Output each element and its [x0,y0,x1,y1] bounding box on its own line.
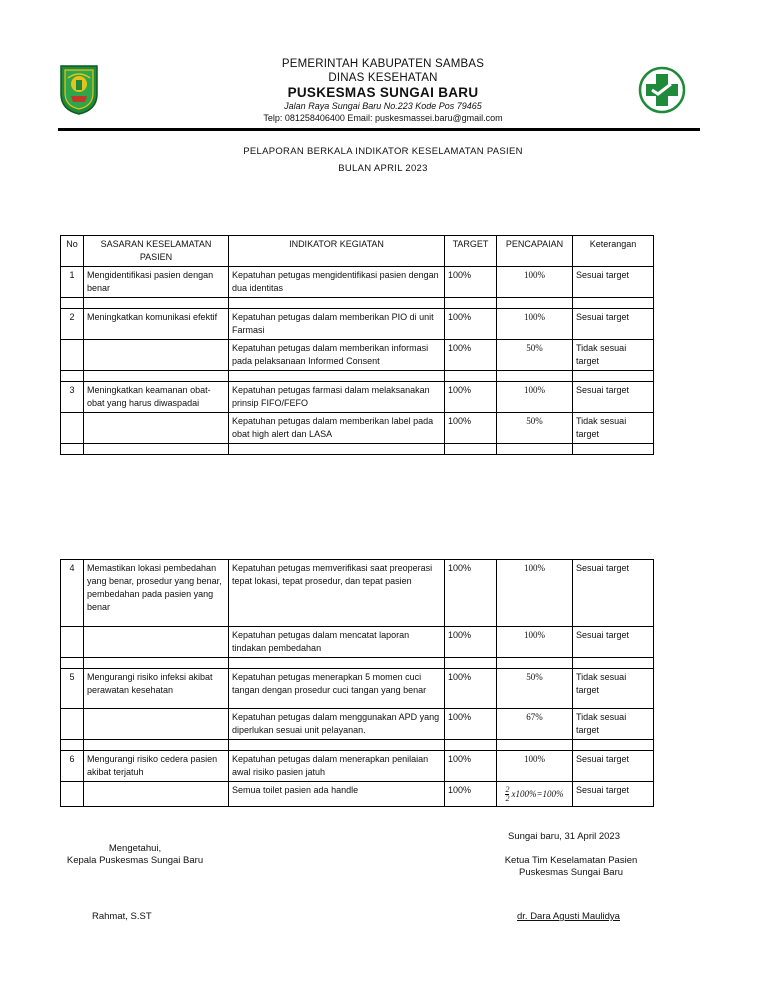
row-no: 4 [61,560,84,627]
col-keterangan: Keterangan [573,236,654,267]
row-keterangan: Sesuai target [573,309,654,340]
fraction-formula [505,786,563,803]
row-sasaran: Mengurangi risiko infeksi akibat perawatan kesehatan [84,669,229,709]
row-no: 6 [61,751,84,782]
spacer-row [61,298,654,309]
row-target: 100% [445,267,497,298]
row-pencapaian: 100% [497,560,573,627]
row-pencapaian-formula [497,782,573,807]
row-sasaran: Memastikan lokasi pembedahan yang benar, prosedur yang benar, pembedahan pada pasien yang benar [84,560,229,627]
row-no: 3 [61,382,84,413]
table-row [61,669,654,709]
row-target: 100% [445,413,497,444]
row-keterangan: Tidak sesuai target [573,669,654,709]
report-title: PELAPORAN BERKALA INDIKATOR KESELAMATAN PASIEN [243,146,523,157]
row-pencapaian: 100% [497,267,573,298]
signature-right-line-1: Ketua Tim Keselamatan Pasien [504,855,638,866]
table-header-row [61,236,654,267]
table-row [61,751,654,782]
spacer-row [61,658,654,669]
row-target: 100% [445,560,497,627]
row-target: 100% [445,340,497,371]
header-name: PUSKESMAS SUNGAI BARU [287,85,479,100]
fraction-numerator: 2 [505,785,510,794]
fraction-rest: x100%=100% [511,789,564,799]
table-row [61,709,654,740]
table-row [61,267,654,298]
header-line-2: DINAS KESEHATAN [328,72,438,84]
signature-left-name: Rahmat, S.ST [92,911,152,922]
row-target: 100% [445,709,497,740]
indicator-table-part-2 [60,559,654,807]
spacer-row [61,444,654,455]
header-contact: Telp: 081258406400 Email: puskesmassei.baru@gmail.com [263,113,503,123]
row-indikator: Kepatuhan petugas menerapkan 5 momen cuci tangan dengan prosedur cuci tangan yang benar [229,669,445,709]
row-pencapaian: 100% [497,751,573,782]
table-row [61,382,654,413]
fraction-denominator: 2 [505,794,510,803]
row-target: 100% [445,782,497,807]
row-indikator: Kepatuhan petugas mengidentifikasi pasien dengan dua identitas [229,267,445,298]
table-row [61,560,654,627]
row-indikator: Kepatuhan petugas farmasi dalam melaksanakan prinsip FIFO/FEFO [229,382,445,413]
row-keterangan: Sesuai target [573,627,654,658]
spacer-row [61,740,654,751]
col-no: No [61,236,84,267]
sambas-emblem-icon [58,62,100,116]
row-keterangan: Sesuai target [573,782,654,807]
row-indikator: Kepatuhan petugas dalam memberikan informasi pada pelaksanaan Informed Consent [229,340,445,371]
signature-right-name: dr. Dara Agusti Maulidya [517,911,620,922]
row-indikator: Kepatuhan petugas dalam menerapkan penilaian awal risiko pasien jatuh [229,751,445,782]
table-row [61,309,654,340]
row-no: 1 [61,267,84,298]
row-indikator: Semua toilet pasien ada handle [229,782,445,807]
row-pencapaian: 67% [497,709,573,740]
row-keterangan: Sesuai target [573,267,654,298]
col-target: TARGET [445,236,497,267]
row-indikator: Kepatuhan petugas dalam memberikan label pada obat high alert dan LASA [229,413,445,444]
row-pencapaian: 50% [497,413,573,444]
row-indikator: Kepatuhan petugas dalam memberikan PIO di unit Farmasi [229,309,445,340]
header-line-1: PEMERINTAH KABUPATEN SAMBAS [281,58,485,70]
row-target: 100% [445,382,497,413]
col-indikator: INDIKATOR KEGIATAN [229,236,445,267]
row-keterangan: Sesuai target [573,751,654,782]
signature-date: Sungai baru, 31 April 2023 [508,831,620,842]
report-period: BULAN APRIL 2023 [338,163,428,174]
row-pencapaian: 50% [497,669,573,709]
signature-right-line-2: Puskesmas Sungai Baru [518,867,624,878]
col-pencapaian: PENCAPAIAN [497,236,573,267]
header-address: Jalan Raya Sungai Baru No.223 Kode Pos 79465 [284,101,482,111]
puskesmas-logo-icon [638,66,686,114]
row-keterangan: Sesuai target [573,382,654,413]
row-pencapaian: 50% [497,340,573,371]
row-target: 100% [445,627,497,658]
col-sasaran: SASARAN KESELAMATAN PASIEN [84,236,229,267]
row-pencapaian: 100% [497,309,573,340]
row-no: 5 [61,669,84,709]
row-keterangan: Tidak sesuai target [573,340,654,371]
row-target: 100% [445,309,497,340]
row-pencapaian: 100% [497,382,573,413]
row-keterangan: Tidak sesuai target [573,709,654,740]
row-indikator: Kepatuhan petugas dalam mencatat laporan tindakan pembedahan [229,627,445,658]
spacer-row [61,371,654,382]
row-indikator: Kepatuhan petugas memverifikasi saat preoperasi tepat lokasi, tepat prosedur, dan tepat pasien [229,560,445,627]
header-rule [58,128,700,131]
row-pencapaian: 100% [497,627,573,658]
row-sasaran: Mengurangi risiko cedera pasien akibat terjatuh [84,751,229,782]
table-row [61,782,654,807]
table-row [61,413,654,444]
row-target: 100% [445,751,497,782]
table-row [61,340,654,371]
row-sasaran: Meningkatkan komunikasi efektif [84,309,229,340]
signature-left-line-1: Mengetahui, [108,843,162,854]
row-keterangan: Tidak sesuai target [573,413,654,444]
row-sasaran: Meningkatkan keamanan obat-obat yang harus diwaspadai [84,382,229,413]
row-sasaran: Mengidentifikasi pasien dengan benar [84,267,229,298]
indicator-table-part-1 [60,235,654,455]
table-row [61,627,654,658]
row-indikator: Kepatuhan petugas dalam menggunakan APD yang diperlukan sesuai unit pelayanan. [229,709,445,740]
row-target: 100% [445,669,497,709]
row-keterangan: Sesuai target [573,560,654,627]
signature-left-line-2: Kepala Puskesmas Sungai Baru [66,855,204,866]
row-no: 2 [61,309,84,340]
